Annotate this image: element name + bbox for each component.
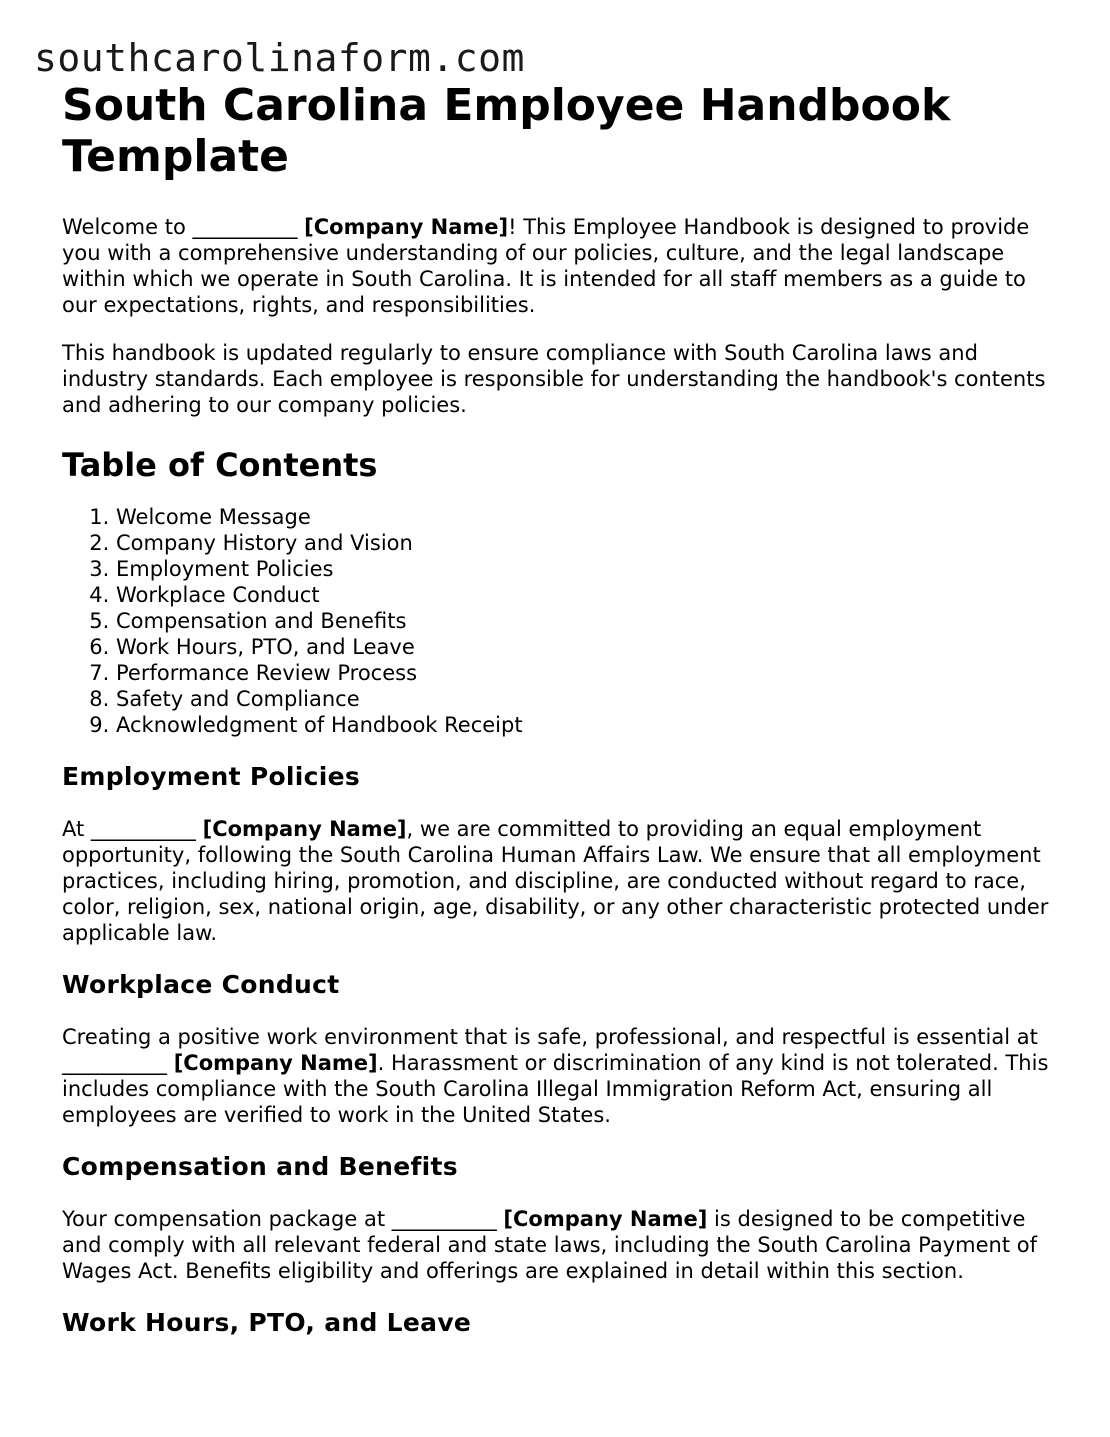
section-heading-employment-policies: Employment Policies — [62, 762, 361, 791]
section-heading-workplace-conduct: Workplace Conduct — [62, 970, 340, 999]
toc-item: 8. Safety and Compliance — [116, 686, 1052, 712]
company-name-placeholder: [Company Name] — [503, 1207, 708, 1231]
section-heading-compensation-benefits: Compensation and Benefits — [62, 1152, 458, 1181]
document-page — [62, 80, 1052, 1338]
toc-item: 1. Welcome Message — [116, 504, 1052, 530]
toc-item: 9. Acknowledgment of Handbook Receipt — [116, 712, 1052, 738]
company-name-placeholder: [Company Name] — [173, 1051, 378, 1075]
toc-item: 6. Work Hours, PTO, and Leave — [116, 634, 1052, 660]
page-title: South Carolina Employee Handbook Template — [62, 80, 951, 182]
company-name-placeholder: [Company Name] — [304, 215, 509, 239]
toc-item: 3. Employment Policies — [116, 556, 1052, 582]
toc-item: 5. Compensation and Benefits — [116, 608, 1052, 634]
intro-paragraph-updates: This handbook is updated regularly to ensure compliance with South Carolina laws and industry standards. Each employee is responsible for understanding the handbook's contents and adhering to our company policies. — [62, 341, 1046, 417]
section-body-workplace-conduct: Creating a positive work environment that is safe, professional, and respectful is essential at __________ [Company Name]. Harassment or discrimination of any kind is not tolerated. This includes compliance with the South Carolina Illegal Immigration Reform Act, ensuring all employees are verified to work in the United States. — [62, 1025, 1049, 1127]
section-heading-work-hours-pto-leave: Work Hours, PTO, and Leave — [62, 1308, 472, 1337]
section-body-employment-policies: At __________ [Company Name], we are committed to providing an equal employment opportunity, following the South Carolina Human Affairs Law. We ensure that all employment practices, including hiring, promotion, and discipline, are conducted without regard to race, color, religion, sex, national origin, age, disability, or any other characteristic protected under applicable law. — [62, 817, 1049, 945]
section-body-compensation-benefits: Your compensation package at __________ [Company Name] is designed to be competitive and comply with all relevant federal and state laws, including the South Carolina Payment of Wages Act. Benefits eligibility and offerings are explained in detail within this section. — [62, 1207, 1037, 1283]
company-name-placeholder: [Company Name] — [202, 817, 407, 841]
intro-paragraph-welcome: Welcome to __________ [Company Name]! This Employee Handbook is designed to provide you with a comprehensive understanding of our policies, culture, and the legal landscape within which we operate in South Carolina. It is intended for all staff members as a guide to our expectations, rights, and responsibilities. — [62, 215, 1030, 317]
toc-item: 7. Performance Review Process — [116, 660, 1052, 686]
toc-item: 4. Workplace Conduct — [116, 582, 1052, 608]
toc-item: 2. Company History and Vision — [116, 530, 1052, 556]
toc-list — [62, 504, 1052, 738]
toc-heading: Table of Contents — [62, 446, 378, 484]
site-watermark: southcarolinaform.com — [34, 36, 525, 80]
